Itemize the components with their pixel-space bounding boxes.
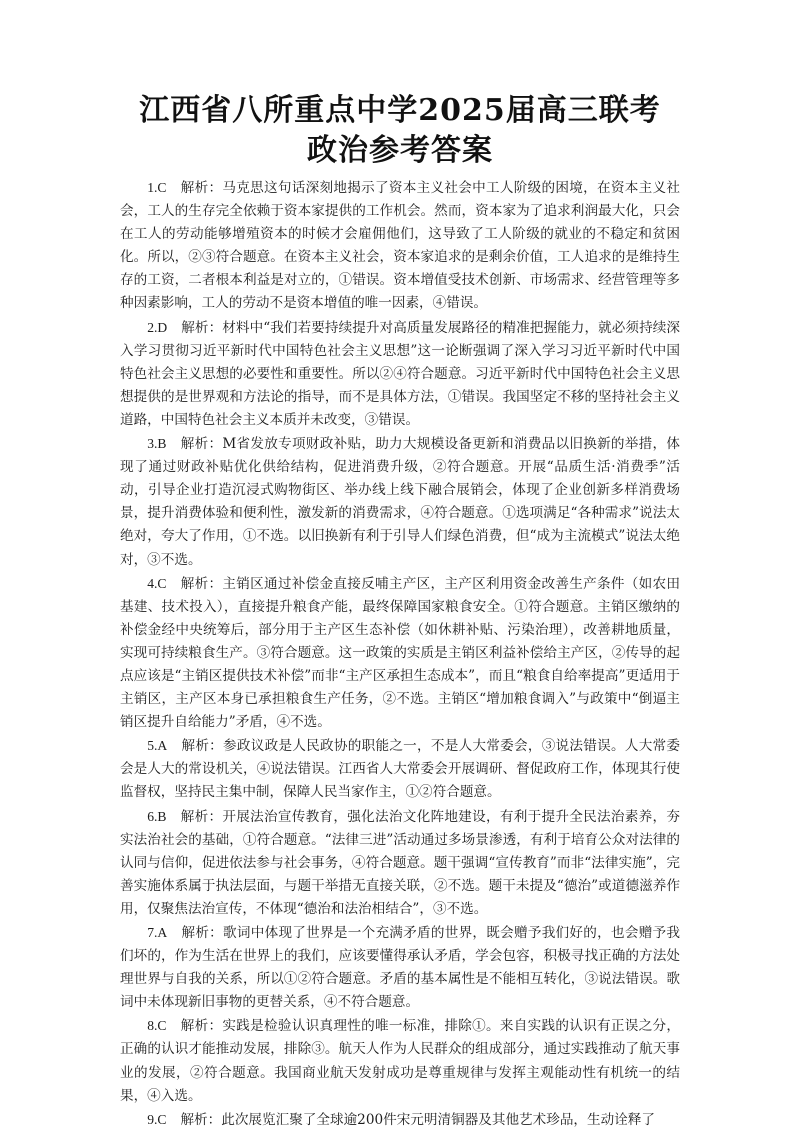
answer-item-8 <box>120 1014 680 1107</box>
analysis-text: 主销区通过补偿金直接反哺主产区，主产区利用资金改善生产条件（如农田基建、技术投入），直接提升粮食产能，最终保障国家粮食安全。①符合题意。主销区缴纳的补偿金经中央统筹后，部分用于主产区生态补偿（如休耕补贴、污染治理），改善耕地质量，实现可持续粮食生产。③符合题意。这一政策的实质是主销区利益补偿给主产区，②传导的起点应该是“主销区提供技术补偿”而非“主产区承担生态成本”，而且“粮食自给率提高”更适用于主销区，主产区本身已承担粮食生产任务，②不选。主销区“增加粮食调入”与政策中“倒逼主销区提升自给能力”矛盾，④不选。 <box>120 575 681 731</box>
analysis-text: 此次展览汇聚了全球逾200件宋元明清铜器及其他艺术珍品，生动诠释了 <box>221 1111 655 1128</box>
answer-label: 5.A <box>147 738 168 754</box>
answer-item-6 <box>120 805 680 921</box>
analysis-text: 马克思这句话深刻地揭示了资本主义社会中工人阶级的困境，在资本主义社会，工人的生存完全依赖于资本家提供的工作机会。然而，资本家为了追求利润最大化，只会在工人的劳动能够增殖资本的时候才会雇佣他们，这导致了工人阶级的就业的不稳定和贫困化。所以，②③符合题意。在资本主义社会，资本家追求的是剩余价值，工人追求的是维持生存的工资，二者根本利益是对立的，①错误。资本增值受技术创新、市场需求、经营管理等多种因素影响，工人的劳动不是资本增值的唯一因素，④错误。 <box>120 180 681 312</box>
answer-item-2 <box>120 316 680 432</box>
analysis-prefix: 解析： <box>180 808 223 825</box>
exam-title: 江西省八所重点中学2025届高三联考 <box>139 93 661 128</box>
answer-subtitle: 政治参考答案 <box>307 133 493 168</box>
analysis-prefix: 解析： <box>181 925 224 941</box>
answer-list <box>120 176 680 1131</box>
answer-label: 6.B <box>147 808 167 824</box>
analysis-text: 歌词中体现了世界是一个充满矛盾的世界，既会赠予我们好的，也会赠予我们坏的，作为生活在世界上的我们，应该要懂得承认矛盾，学会包容，积极寻找正确的方法处理世界与自我的关系，所以①②符合题意。矛盾的基本属性是不能相互转化，③说法错误。歌词中未体现新旧事物的更替关系，④不符合题意。 <box>120 925 680 1011</box>
analysis-prefix: 解析： <box>180 575 223 592</box>
analysis-prefix: 解析： <box>181 738 224 755</box>
answer-item-5 <box>120 734 680 804</box>
answer-label: 1.C <box>147 180 167 195</box>
answer-label: 2.D <box>147 319 168 335</box>
analysis-text: 实践是检验认识真理性的唯一标准，排除①。来自实践的认识有正误之分，正确的认识才能推动发展，排除③。航天人作为人民群众的组成部分，通过实践推动了航天事业的发展，②符合题意。我国商业航天发射成功是尊重规律与发挥主观能动性有机统一的结果，④入选。 <box>120 1018 681 1104</box>
answer-label: 7.A <box>147 925 168 940</box>
answer-item-4 <box>120 572 680 735</box>
answer-item-7 <box>120 921 680 1014</box>
answer-label: 4.C <box>147 575 167 591</box>
analysis-text: 开展法治宣传教育，强化法治文化阵地建设，有利于提升全民法治素养，夯实法治社会的基础，①符合题意。“法律三进”活动通过多场景渗透，有利于培育公众对法律的认同与信仰，促进依法参与社会事务，④符合题意。题干强调“宣传教育”而非“法律实施”，完善实施体系属于执法层面，与题干举措无直接关联，②不选。题干未提及“德治”或道德滋养作用，仅聚焦法治宣传，不体现“德治和法治相结合”，③不选。 <box>120 808 681 917</box>
analysis-prefix: 解析： <box>180 436 223 453</box>
answer-item-3 <box>120 432 680 572</box>
analysis-prefix: 解析： <box>180 1111 222 1128</box>
answer-label: 3.B <box>147 436 167 452</box>
analysis-prefix: 解析： <box>180 1018 223 1035</box>
answer-label: 9.C <box>147 1111 167 1127</box>
answer-item-9 <box>120 1108 680 1131</box>
analysis-prefix: 解析： <box>180 180 223 196</box>
analysis-text: M省发放专项财政补贴，助力大规模设备更新和消费品以旧换新的举措，体现了通过财政补贴优化供给结构，促进消费升级，②符合题意。开展“品质生活·消费季”活动，引导企业打造沉浸式购物街区、举办线上线下融合展销会，体现了企业创新多样消费场景，提升消费体验和便利性，激发新的消费需求，④符合题意。①选项满足“各种需求”说法太绝对，夸大了作用，①不选。以旧换新有利于引导人们绿色消费，但“成为主流模式”说法太绝对，③不选。 <box>120 436 680 568</box>
analysis-prefix: 解析： <box>181 319 223 336</box>
analysis-text: 材料中“我们若要持续提升对高质量发展路径的精准把握能力，就必须持续深入学习贯彻习近平新时代中国特色社会主义思想”这一论断强调了深入学习习近平新时代中国特色社会主义思想的必要性和重要性。所以②④符合题意。习近平新时代中国特色社会主义思想提供的是世界观和方法论的指导，而不是具体方法，①错误。我国坚定不移的坚持社会主义道路，中国特色社会主义本质并未改变，③错误。 <box>120 319 681 428</box>
answer-item-1 <box>120 176 680 316</box>
analysis-text: 参政议政是人民政协的职能之一，不是人大常委会，③说法错误。人大常委会是人大的常设机关，④说法错误。江西省人大常委会开展调研、督促政府工作，体现其行使监督权，坚持民主集中制，保障人民当家作主，①②符合题意。 <box>120 738 680 801</box>
answer-label: 8.C <box>147 1018 167 1034</box>
